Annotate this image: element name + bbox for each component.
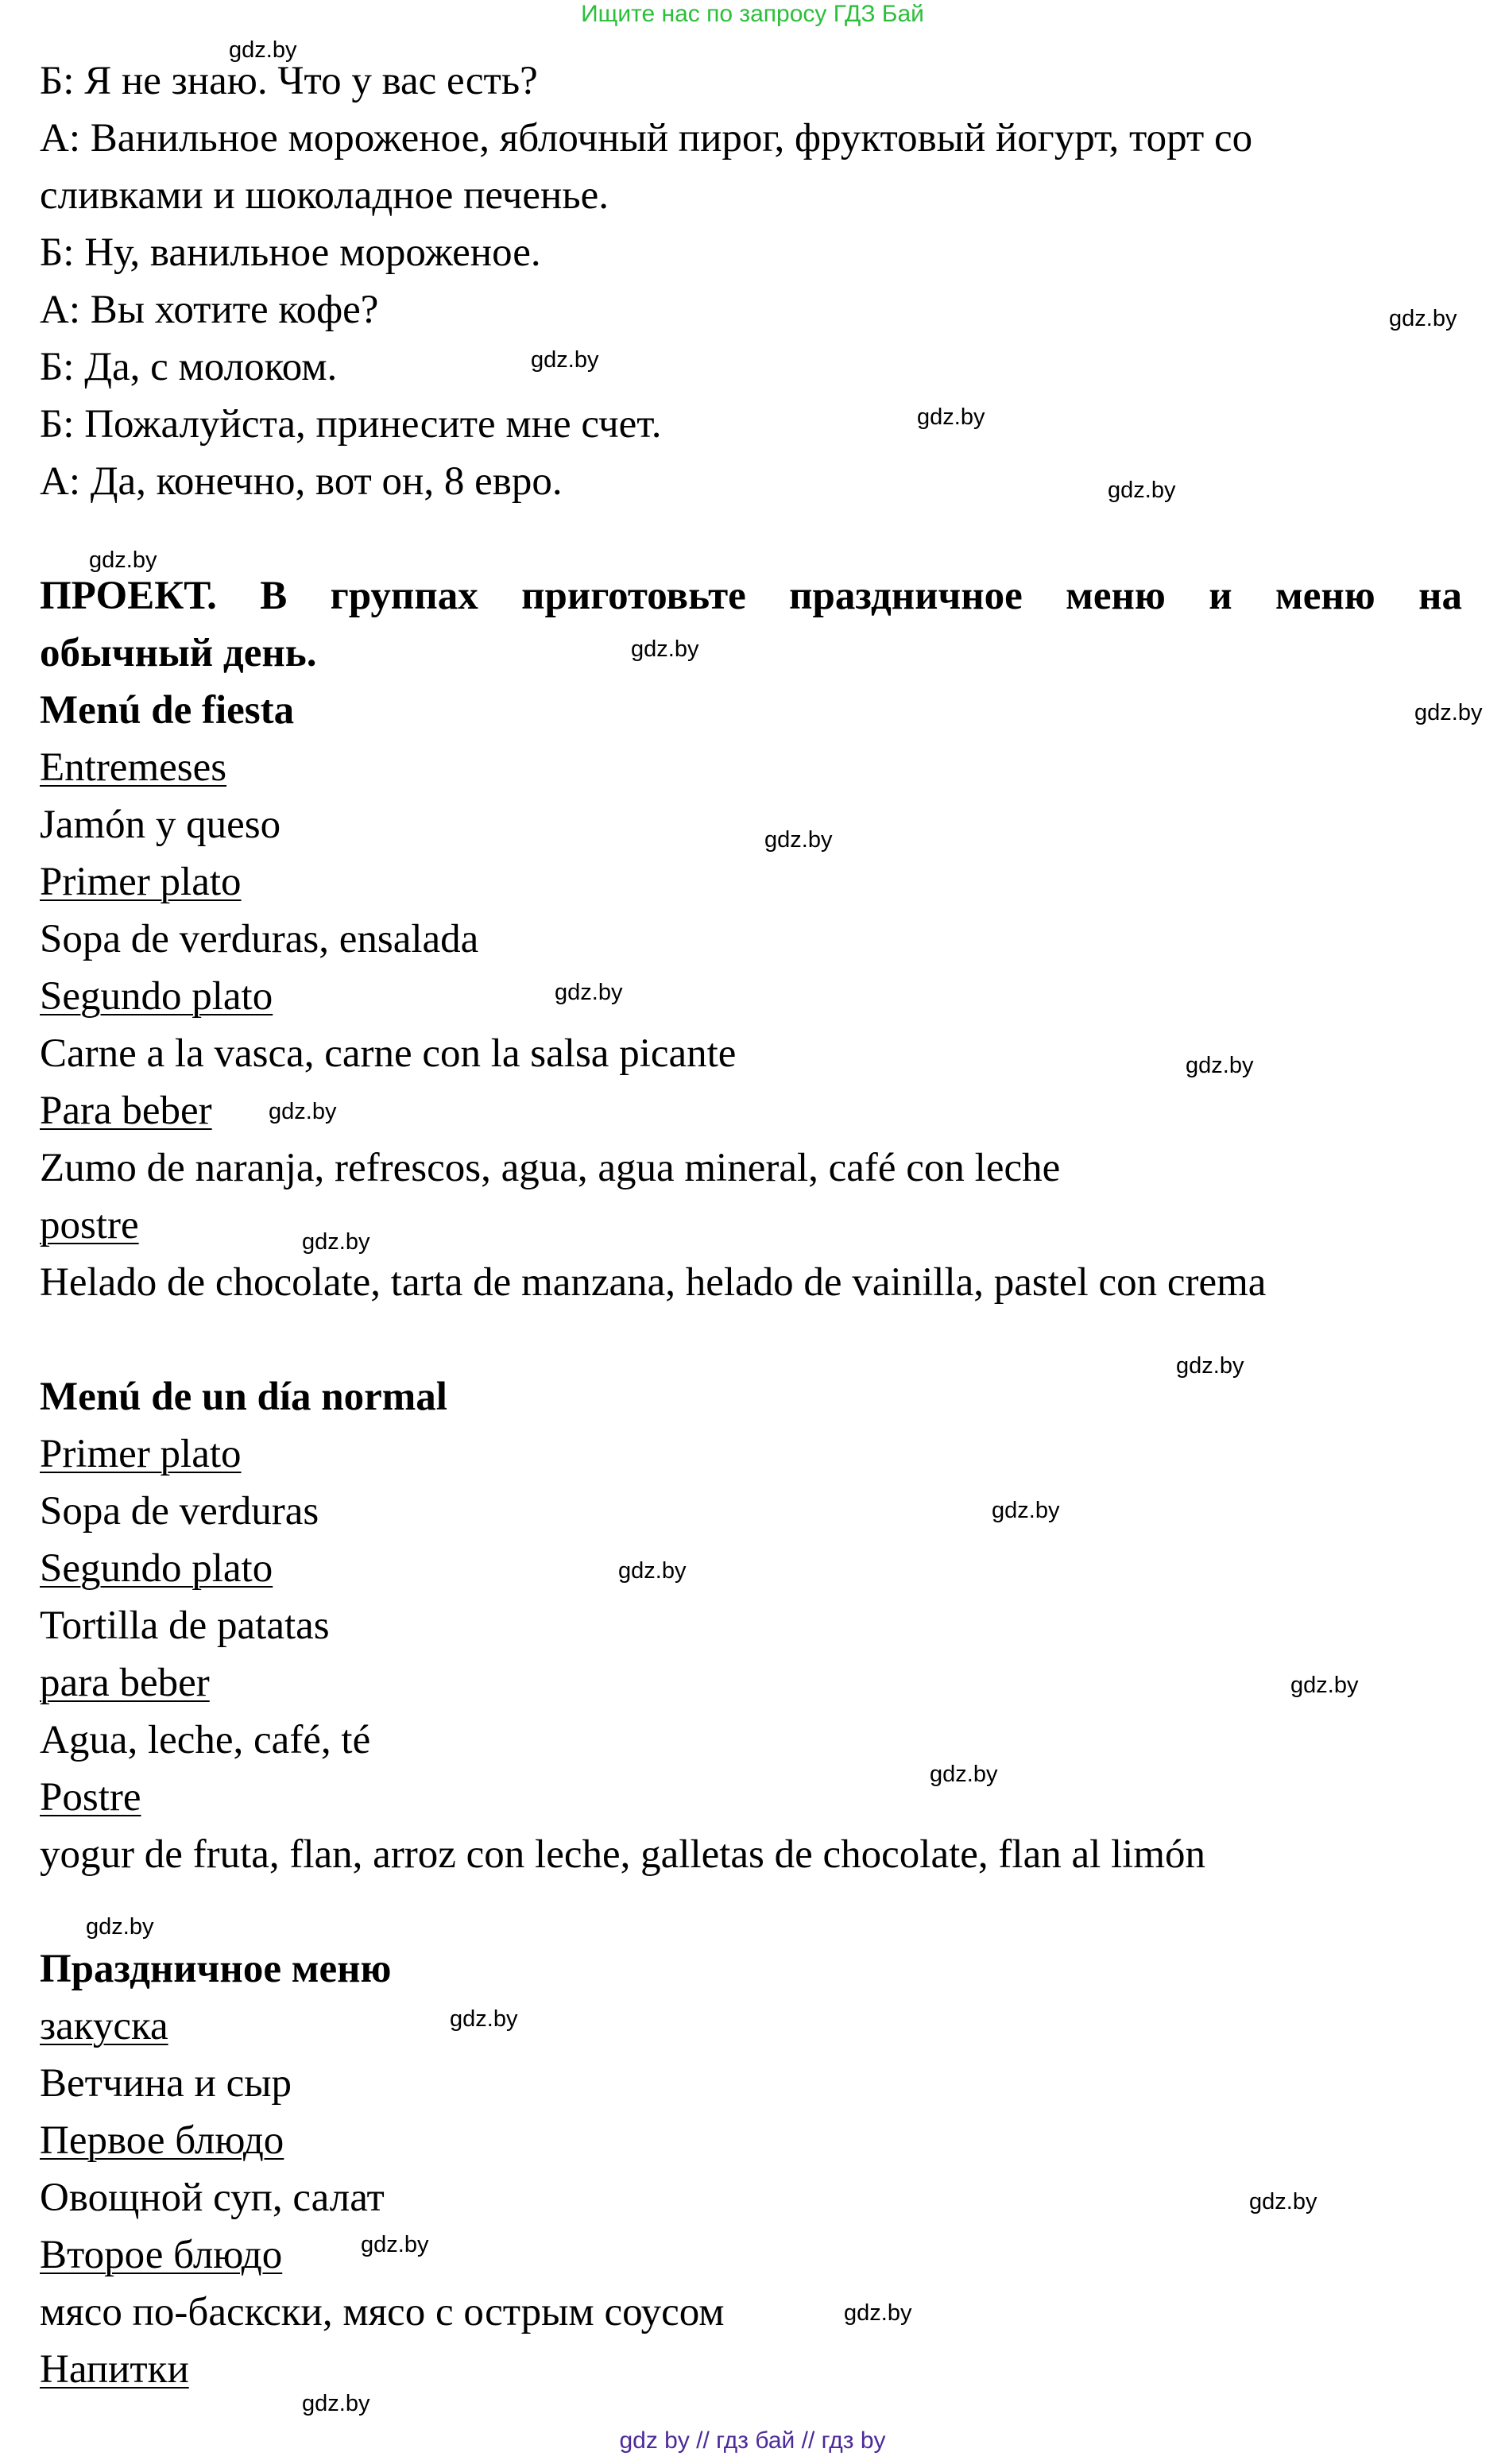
menu-heading: Postre xyxy=(40,1775,141,1820)
watermark: gdz.by xyxy=(450,2006,518,2032)
menu-text: yogur de fruta, flan, arroz con leche, galletas de chocolate, flan al limón xyxy=(40,1832,1206,1877)
menu-heading: Второе блюдо xyxy=(40,2233,283,2277)
top-banner[interactable]: Ищите нас по запросу ГДЗ Бай xyxy=(581,1,924,27)
section-title-fiesta: Menú de fiesta xyxy=(40,688,295,733)
watermark: gdz.by xyxy=(361,2232,429,2257)
watermark: gdz.by xyxy=(1414,700,1483,725)
dialog-line: А: Ванильное мороженое, яблочный пирог, фруктовый йогурт, торт со xyxy=(40,116,1253,161)
dialog-line: А: Да, конечно, вот он, 8 евро. xyxy=(40,459,563,504)
menu-text: Sopa de verduras xyxy=(40,1489,319,1534)
menu-heading: Para beber xyxy=(40,1089,212,1133)
menu-text: мясо по-баскски, мясо с острым соусом xyxy=(40,2290,725,2334)
watermark: gdz.by xyxy=(1249,2189,1317,2215)
menu-heading: закуска xyxy=(40,2004,168,2048)
menu-text: Carne a la vasca, carne con la salsa picante xyxy=(40,1031,737,1076)
menu-heading: Первое блюдо xyxy=(40,2118,284,2163)
section-title-holiday-ru: Праздничное меню xyxy=(40,1947,392,1991)
dialog-line: сливками и шоколадное печенье. xyxy=(40,173,609,218)
project-title-cont: обычный день. xyxy=(40,631,317,675)
menu-heading: Entremeses xyxy=(40,745,227,790)
menu-text: Helado de chocolate, tarta de manzana, helado de vainilla, pastel con crema xyxy=(40,1260,1267,1305)
watermark: gdz.by xyxy=(1176,1353,1244,1379)
watermark: gdz.by xyxy=(302,2391,370,2416)
watermark: gdz.by xyxy=(930,1762,998,1787)
dialog-line: Б: Ну, ванильное мороженое. xyxy=(40,230,541,275)
watermark: gdz.by xyxy=(844,2300,912,2326)
watermark: gdz.by xyxy=(764,827,833,853)
menu-heading: Segundo plato xyxy=(40,974,273,1019)
menu-heading: para beber xyxy=(40,1661,210,1705)
watermark: gdz.by xyxy=(917,404,985,430)
watermark: gdz.by xyxy=(531,347,599,373)
watermark: gdz.by xyxy=(1186,1053,1254,1078)
footer-links[interactable]: gdz by // гдз бай // гдз by xyxy=(619,2427,886,2454)
watermark: gdz.by xyxy=(302,1229,370,1255)
menu-text: Ветчина и сыр xyxy=(40,2061,292,2106)
section-title-normal: Menú de un día normal xyxy=(40,1375,447,1419)
watermark: gdz.by xyxy=(89,547,157,573)
watermark: gdz.by xyxy=(1108,478,1176,503)
watermark: gdz.by xyxy=(229,37,297,63)
menu-text: Jamón y queso xyxy=(40,803,281,847)
menu-text: Sopa de verduras, ensalada xyxy=(40,917,479,961)
dialog-line: Б: Пожалуйста, принесите мне счет. xyxy=(40,402,662,447)
menu-text: Овощной суп, салат xyxy=(40,2176,385,2220)
menu-heading: postre xyxy=(40,1203,139,1247)
watermark: gdz.by xyxy=(1389,306,1457,331)
watermark: gdz.by xyxy=(618,1558,687,1584)
watermark: gdz.by xyxy=(1290,1673,1359,1698)
menu-text: Zumo de naranja, refrescos, agua, agua mineral, café con leche xyxy=(40,1146,1061,1190)
watermark: gdz.by xyxy=(992,1498,1060,1523)
watermark: gdz.by xyxy=(555,980,623,1005)
menu-heading: Primer plato xyxy=(40,1432,242,1476)
menu-heading: Segundo plato xyxy=(40,1546,273,1591)
dialog-line: Б: Да, с молоком. xyxy=(40,345,338,389)
watermark: gdz.by xyxy=(86,1914,154,1940)
menu-heading: Primer plato xyxy=(40,860,242,904)
watermark: gdz.by xyxy=(269,1099,337,1124)
dialog-line: А: Вы хотите кофе? xyxy=(40,288,379,332)
menu-text: Tortilla de patatas xyxy=(40,1603,330,1648)
project-title: ПРОЕКТ. В группах приготовьте праздничное меню и меню на xyxy=(40,574,1462,618)
menu-text: Agua, leche, café, té xyxy=(40,1718,371,1762)
dialog-line: Б: Я не знаю. Что у вас есть? xyxy=(40,59,538,103)
menu-heading: Напитки xyxy=(40,2347,189,2392)
watermark: gdz.by xyxy=(631,636,699,662)
